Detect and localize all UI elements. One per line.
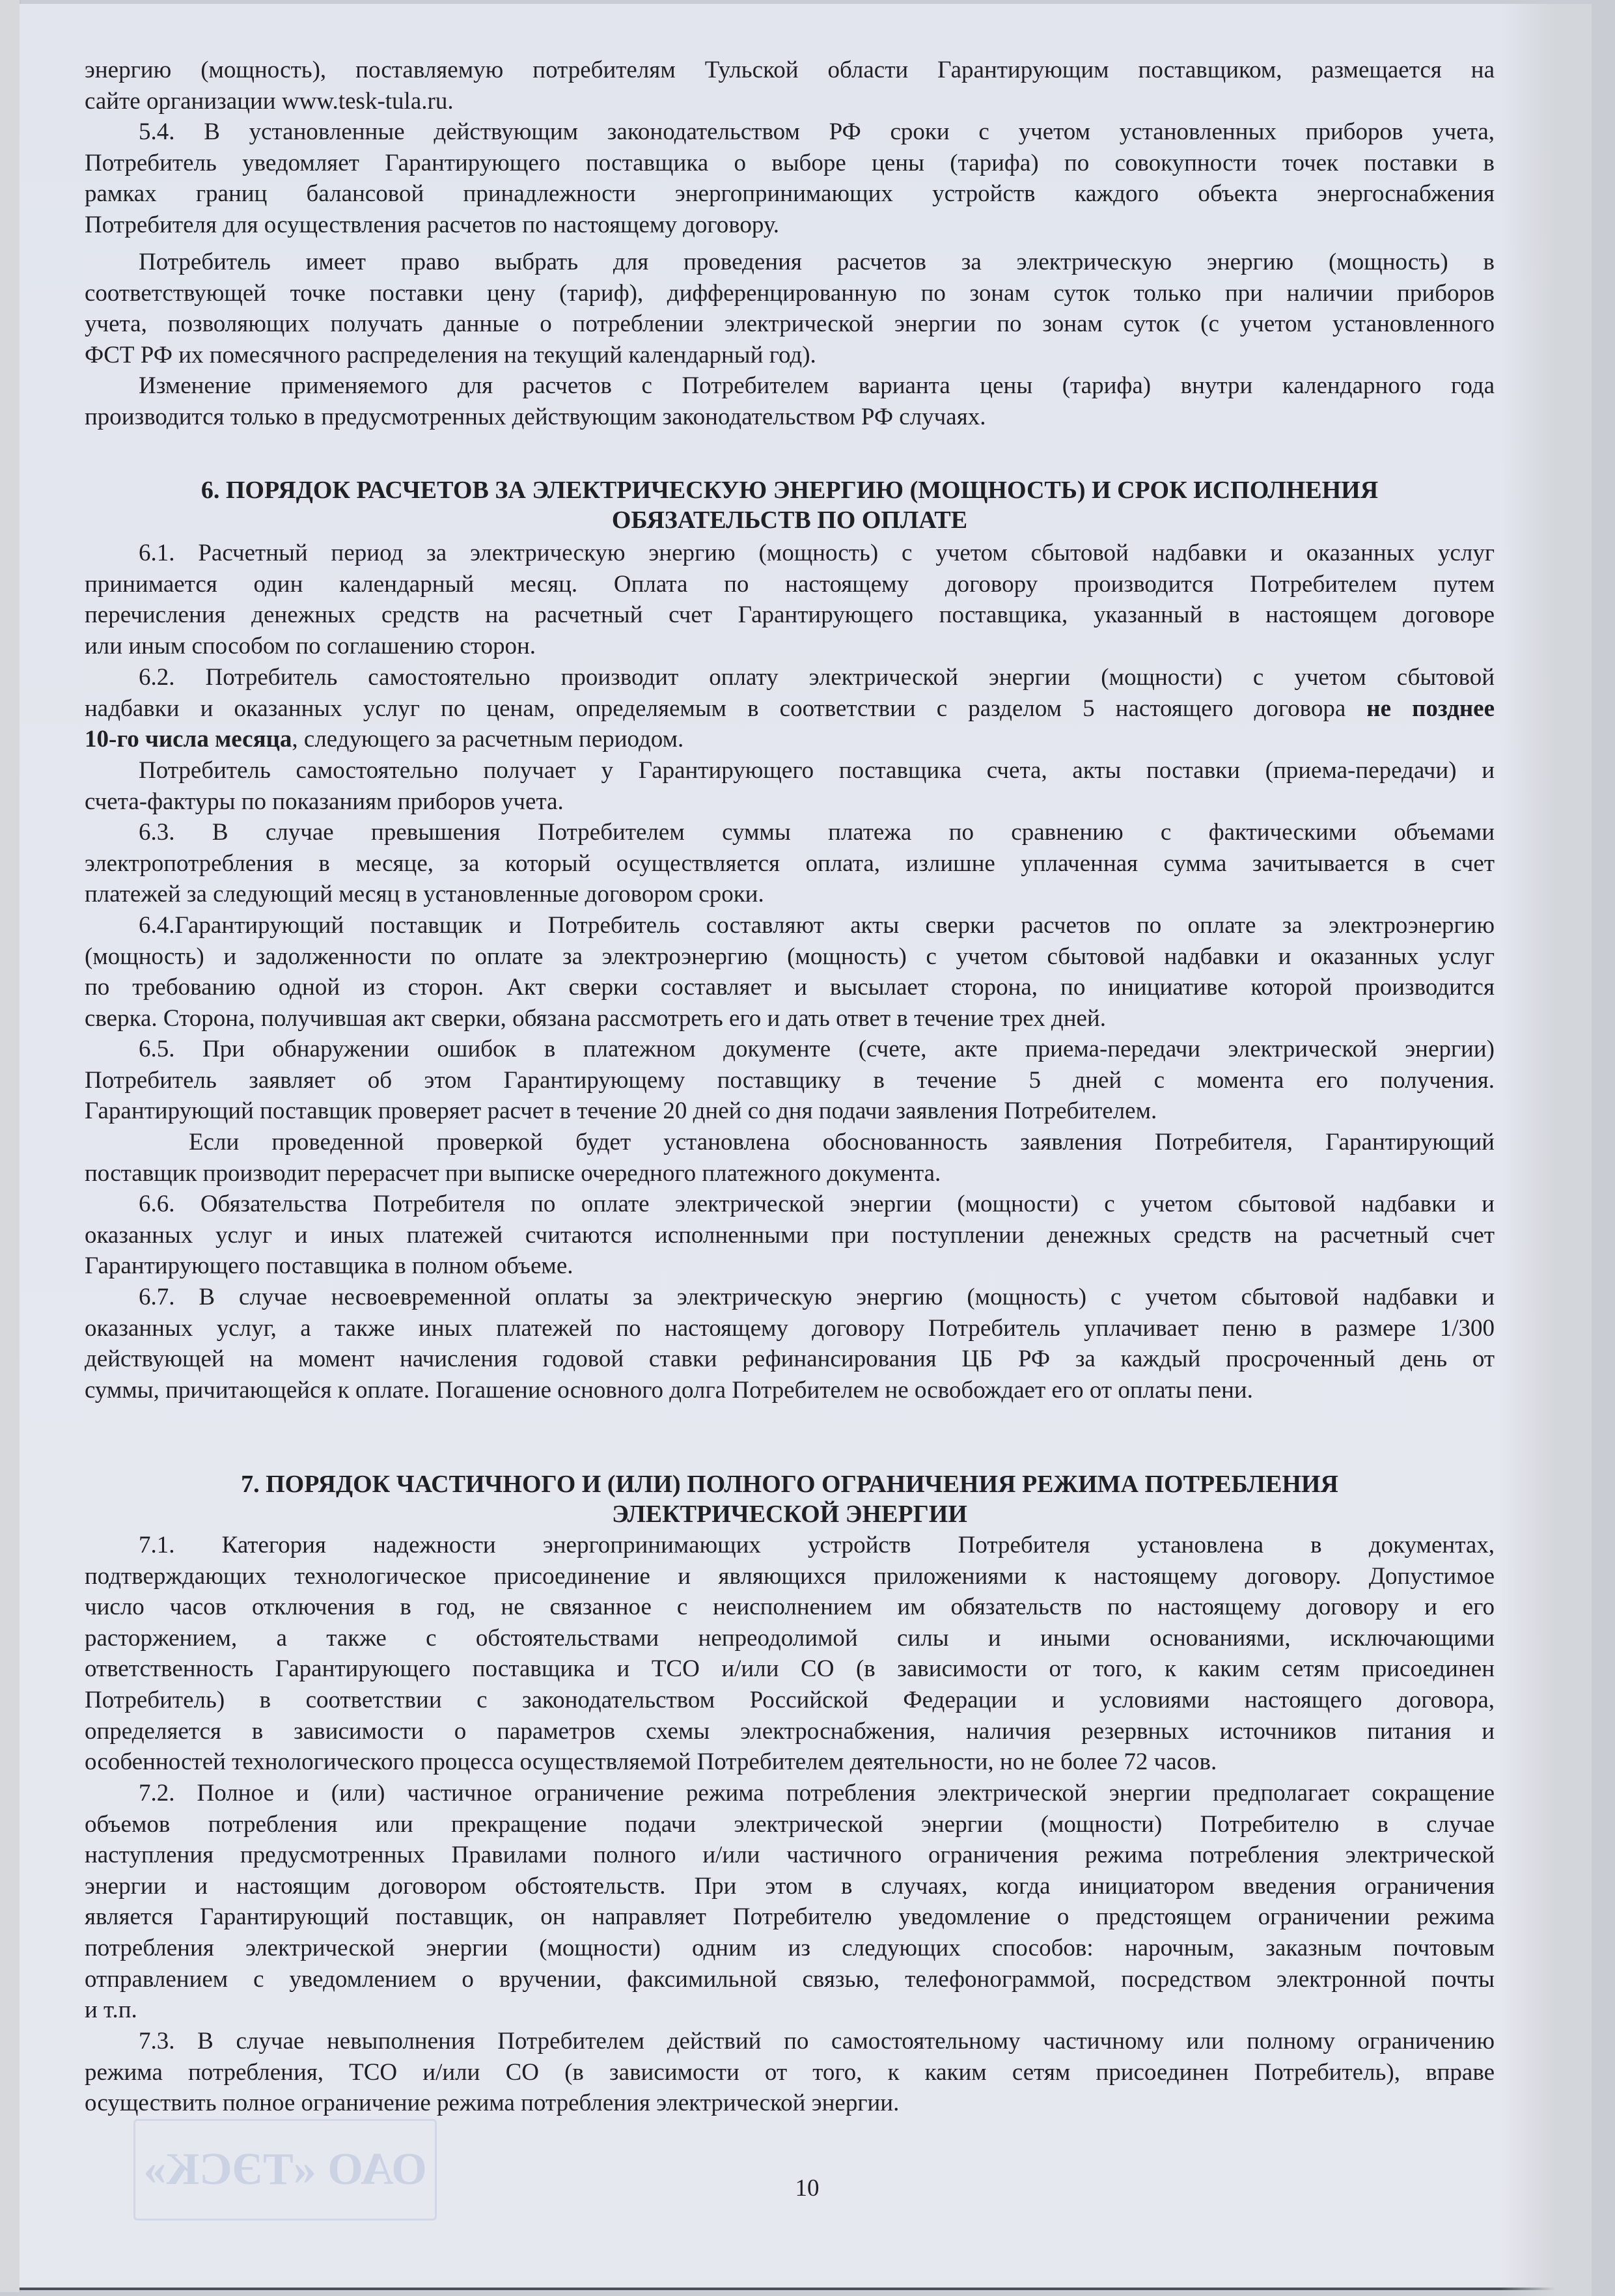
text-line: 6.4.Гарантирующий поставщик и Потребитель составляют акты сверки расчетов по оплате за электроэнергию [139, 912, 1495, 939]
text-line: оказанных услуг, а также иных платежей по настоящему договору Потребитель уплачивает пеню в размере 1/300 [85, 1314, 1495, 1342]
heading-line: ОБЯЗАТЕЛЬСТВ ПО ОПЛАТЕ [611, 506, 968, 534]
text-line: Гарантирующий поставщик проверяет расчет в течение 20 дней со дня подачи заявления Потребителем. [85, 1098, 1157, 1125]
text-line [85, 724, 1495, 755]
text-line: поставщик производит перерасчет при выписке очередного платежного документа. [85, 1159, 941, 1187]
paragraph-tariff-info-continued [85, 55, 1495, 117]
paragraph-consumer-receives-invoices [85, 755, 1495, 817]
scan-edge-left [0, 0, 21, 2292]
stamp-text: ОАО «ТЭСК» [143, 2144, 427, 2194]
bleed-through-stamp [133, 2119, 437, 2220]
clause-6-5 [85, 1034, 1495, 1127]
text-line: Потребитель имеет право выбрать для проведения расчетов за электрическую энергию (мощность) в [139, 249, 1495, 275]
text-line: учета, позволяющих получать данные о потреблении электрической энергии по зонам суток (с учетом установленного [85, 311, 1495, 338]
clause-6-3 [85, 817, 1495, 910]
text-line: энергии и настоящим договором обстоятельств. При этом в случаях, когда инициатором введения ограничения [85, 1872, 1495, 1900]
text-line: или иным способом по соглашению сторон. [85, 632, 536, 659]
text-line: число часов отключения в год, не связанное с неисполнением им обязательств по настоящему договору и его [85, 1594, 1495, 1621]
text-line: особенностей технологического процесса осуществляемой Потребителем деятельности, но не более 72 часов. [85, 1749, 1217, 1776]
text-line: 6.3. В случае превышения Потребителем суммы платежа по сравнению с фактическими объемами [139, 819, 1495, 846]
text-line: соответствующей точке поставки цену (тариф), дифференцированную по зонам суток только при наличии приборов [85, 279, 1495, 307]
text-line: Потребитель уведомляет Гарантирующего поставщика о выборе цены (тарифа) по совокупности точек поставки в [85, 149, 1495, 176]
paragraph-consumer-right [85, 247, 1495, 370]
paragraph-tariff-change [85, 370, 1495, 432]
text-line: 7.1. Категория надежности энергопринимающих устройств Потребителя установлена в документах, [139, 1532, 1495, 1558]
text-line: Потребитель) в соответствии с законодательством Российской Федерации и условиями настоящего договора, [85, 1686, 1495, 1713]
heading-line: 7. ПОРЯДОК ЧАСТИЧНОГО И (ИЛИ) ПОЛНОГО ОГРАНИЧЕНИЯ РЕЖИМА ПОТРЕБЛЕНИЯ [241, 1471, 1338, 1498]
text-line: Если проведенной проверкой будет установлена обоснованность заявления Потребителя, Гарантирующий [189, 1129, 1495, 1155]
text-line: Потребителя для осуществления расчетов по настоящему договору. [85, 211, 779, 238]
text-line: 6.1. Расчетный период за электрическую энергию (мощность) с учетом сбытовой надбавки и оказанных услуг [139, 540, 1495, 566]
text-line: 6.6. Обязательства Потребителя по оплате электрической энергии (мощности) с учетом сбытовой надбавки и [139, 1191, 1495, 1217]
text-line: осуществить полное ограничение режима потребления электрической энергии. [85, 2090, 900, 2117]
text-line: 5.4. В установленные действующим законодательством РФ сроки с учетом установленных приборов учета, [139, 118, 1495, 145]
text-line: 6.5. При обнаружении ошибок в платежном документе (счете, акте приема-передачи электрической энергии) [139, 1036, 1495, 1062]
text-line: суммы, причитающейся к оплате. Погашение основного долга Потребителем не освобождает его от оплаты пени. [85, 1376, 1253, 1404]
text-line: энергию (мощность), поставляемую потребителям Тульской области Гарантирующим поставщиком, размещается на [85, 57, 1495, 83]
clause-6-6 [85, 1189, 1495, 1282]
clause-5-4 [85, 117, 1495, 240]
heading-line: ЭЛЕКТРИЧЕСКОЙ ЭНЕРГИИ [612, 1501, 967, 1528]
text-line: электропотребления в месяце, за который осуществляется оплата, излишне уплаченная сумма зачитывается в счет [85, 850, 1495, 877]
clause-7-3 [85, 2026, 1495, 2119]
text-line: потребления электрической энергии (мощности) одним из следующих способов: нарочным, заказным почтовым [85, 1934, 1495, 1961]
text-line: перечисления денежных средств на расчетный счет Гарантирующего поставщика, указанный в настоящем договоре [85, 602, 1495, 629]
text-line: 6.2. Потребитель самостоятельно производит оплату электрической энергии (мощности) с учетом сбытовой [139, 664, 1495, 691]
text-line: отправлением с уведомлением о вручении, факсимильной связью, телефонограммой, посредством электронной почты [85, 1965, 1495, 1993]
text-line: (мощность) и задолженности по оплате за электроэнергию (мощность) с учетом сбытовой надбавки и оказанных услуг [85, 943, 1495, 970]
clause-6-1 [85, 538, 1495, 661]
text-line: ответственность Гарантирующего поставщика и ТСО и/или СО (в зависимости от того, к каким сетям присоединен [85, 1655, 1495, 1683]
text-line: объемов потребления или прекращение подачи электрической энергии (мощности) Потребителю в случае [85, 1810, 1495, 1838]
text-line: ФСТ РФ их помесячного распределения на текущий календарный год). [85, 341, 816, 368]
text-line: Потребитель самостоятельно получает у Гарантирующего поставщика счета, акты поставки (приема-передачи) и [139, 757, 1495, 784]
text-line [85, 693, 1495, 725]
text-segment: надбавки и оказанных услуг по ценам, определяемым в соответствии с разделом 5 настоящего договора [85, 695, 1367, 722]
text-line: рамках границ балансовой принадлежности энергопринимающих устройств каждого объекта энергоснабжения [85, 180, 1495, 208]
heading-line: 6. ПОРЯДОК РАСЧЕТОВ ЗА ЭЛЕКТРИЧЕСКУЮ ЭНЕРГИЮ (МОЩНОСТЬ) И СРОК ИСПОЛНЕНИЯ [200, 477, 1379, 504]
text-line: 7.3. В случае невыполнения Потребителем действий по самостоятельному частичному или полному ограничению [139, 2028, 1495, 2054]
text-line: 6.7. В случае несвоевременной оплаты за электрическую энергию (мощность) с учетом сбытовой надбавки и [139, 1284, 1495, 1310]
clause-7-1 [85, 1530, 1495, 1778]
text-line: Потребитель заявляет об этом Гарантирующему поставщику в течение 5 дней с момента его получения. [85, 1066, 1495, 1094]
text-line: определяется в зависимости о параметров схемы электроснабжения, наличия резервных источников питания и [85, 1717, 1495, 1745]
text-line: платежей за следующий месяц в установленные договором сроки. [85, 881, 764, 908]
payment-deadline-bold: не позднее [1366, 695, 1495, 722]
section-7-heading [85, 1469, 1495, 1529]
text-line: оказанных услуг и иных платежей считаются исполненными при поступлении денежных средств на расчетный счет [85, 1221, 1495, 1249]
clause-6-2 [85, 662, 1495, 755]
text-line: сайте организации www.tesk-tula.ru. [85, 87, 454, 115]
text-line: и т.п. [85, 1997, 137, 2024]
paragraph-recalculation [85, 1127, 1495, 1189]
text-line: Изменение применяемого для расчетов с Потребителем варианта цены (тарифа) внутри календарного года [139, 372, 1495, 399]
text-line: производится только в предусмотренных действующим законодательством РФ случаях. [85, 403, 986, 430]
text-line: действующей на момент начисления годовой ставки рефинансирования ЦБ РФ за каждый просроченный день от [85, 1346, 1495, 1373]
section-6-heading [85, 475, 1495, 535]
page-number: 10 [795, 2175, 820, 2202]
text-line: по требованию одной из сторон. Акт сверки составляет и высылает сторона, по инициативе которой производится [85, 974, 1495, 1001]
scan-shadow-right [1500, 4, 1592, 2296]
text-line: наступления предусмотренных Правилами полного и/или частичного ограничения режима потребления электрической [85, 1842, 1495, 1869]
text-line: режима потребления, ТСО и/или СО (в зависимости от того, к каким сетям присоединен Потребитель), вправе [85, 2058, 1495, 2086]
text-line: сверка. Сторона, получившая акт сверки, обязана рассмотреть его и дать ответ в течение трех дней. [85, 1004, 1106, 1032]
clause-7-2 [85, 1778, 1495, 2026]
text-line: счета-фактуры по показаниям приборов учета. [85, 788, 564, 815]
text-line: является Гарантирующий поставщик, он направляет Потребителю уведомление о предстоящем ограничении режима [85, 1903, 1495, 1931]
text-line: подтверждающих технологическое присоединение и являющихся приложениями к настоящему договору. Допустимое [85, 1562, 1495, 1590]
text-line: Гарантирующего поставщика в полном объеме. [85, 1252, 573, 1280]
clause-6-7 [85, 1282, 1495, 1405]
text-line: расторжением, а также с обстоятельствами непреодолимой силы и иными основаниями, исключающими [85, 1624, 1495, 1652]
text-segment: , следующего за расчетным периодом. [292, 726, 684, 753]
text-line: принимается один календарный месяц. Оплата по настоящему договору производится Потребителем путем [85, 570, 1495, 598]
clause-6-4 [85, 910, 1495, 1034]
text-line: 7.2. Полное и (или) частичное ограничение режима потребления электрической энергии предполагает сокращение [139, 1780, 1495, 1806]
payment-deadline-bold: 10-го числа месяца [85, 726, 292, 753]
